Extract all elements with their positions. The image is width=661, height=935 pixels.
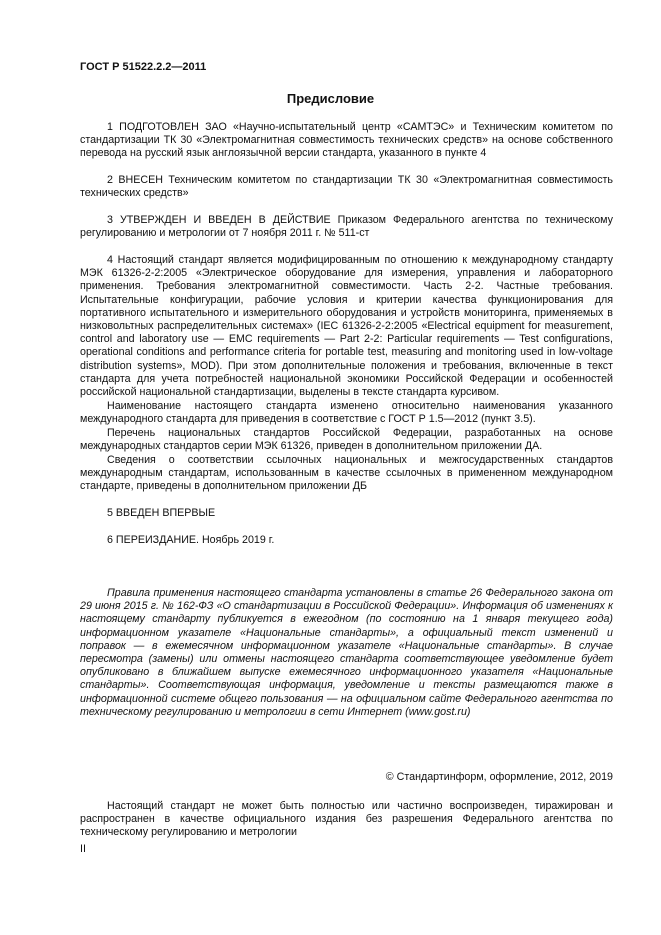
reproduction-notice: Настоящий стандарт не может быть полностью или частично воспроизведен, тиражирован и распространен в качестве официального издания без разрешения Федерального агентства по техническому регулированию и метрологии [80, 800, 613, 839]
application-notice: Правила применения настоящего стандарта установлены в статье 26 Федерального закона от 29 июня 2015 г. № 162-ФЗ «О стандартизации в Российской Федерации». Информация об изменениях к настоящему стандарту публикуется в ежегодном (по состоянию на 1 января текущего года) информационном указателе «Национальные стандарты», а официальный текст изменений и поправок — в ежемесячном информационном указателе «Национальные стандарты». В случае пересмотра (замены) или отмены настоящего стандарта соответствующее уведомление будет опубликовано в ближайшем выпуске ежемесячного информационного указателя «Национальные стандарты». Соответствующая информация, уведомление и тексты размещаются также в информационной системе общего пользования — на официальном сайте Федерального агентства по техническому регулированию и метрологии в сети Интернет (www.gost.ru) [80, 587, 613, 718]
paragraph-2: 2 ВНЕСЕН Техническим комитетом по стандартизации ТК 30 «Электромагнитная совместимость технических средств» [80, 174, 613, 200]
paragraph-4-list: Перечень национальных стандартов Российской Федерации, разработанных на основе международных стандартов серии МЭК 61326, приведен в дополнительном приложении ДА. [80, 427, 613, 453]
paragraph-1: 1 ПОДГОТОВЛЕН ЗАО «Научно-испытательный центр «САМТЭС» и Техническим комитетом по стандартизации ТК 30 «Электромагнитная совместимость технических средств» на основе собственного перевода на русский язык англоязычной версии стандарта, указанного в пункте 4 [80, 121, 613, 160]
paragraph-4: 4 Настоящий стандарт является модифицированным по отношению к международному стандарту МЭК 61326-2-2:2005 «Электрическое оборудование для измерения, управления и лабораторного применения. Требования электромагнитной совместимости. Часть 2-2. Частные требования. Испытательные конфигурации, рабочие условия и критерии качества функционирования для портативного испытательного и измерительного оборудования и устройств мониторинга, применяемых в низковольтных распределительных системах» (IEC 61326-2-2:2005 «Electrical equipment for measurement, control and laboratory use — EMC requirements — Part 2-2: Particular requirements — Test configurations, operational conditions and performance criteria for portable test, measuring and monitoring used in low-voltage distribution systems», MOD). При этом дополнительные положения и требования, включенные в текст стандарта для учета потребностей национальной экономики Российской Федерации и особенностей российской национальной стандартизации, выделены в тексте стандарта курсивом. [80, 254, 613, 399]
paragraph-4-name-change: Наименование настоящего стандарта изменено относительно наименования указанного международного стандарта для приведения в соответствие с ГОСТ Р 1.5—2012 (пункт 3.5). [80, 400, 613, 426]
paragraph-5: 5 ВВЕДЕН ВПЕРВЫЕ [107, 507, 216, 519]
copyright-line: © Стандартинформ, оформление, 2012, 2019 [385, 771, 613, 783]
page-title: Предисловие [286, 91, 375, 106]
paragraph-6: 6 ПЕРЕИЗДАНИЕ. Ноябрь 2019 г. [107, 534, 275, 546]
paragraph-4-refs: Сведения о соответствии ссылочных национальных и межгосударственных стандартов международным стандартам, использованным в качестве ссылочных в примененном международном стандарте, приведены в дополнительном приложении ДБ [80, 454, 613, 493]
document-code: ГОСТ Р 51522.2.2—2011 [80, 61, 207, 73]
paragraph-3: 3 УТВЕРЖДЕН И ВВЕДЕН В ДЕЙСТВИЕ Приказом Федерального агентства по техническому регулированию и метрологии от 7 ноября 2011 г. № 511-ст [80, 214, 613, 240]
page-number: II [80, 843, 86, 855]
